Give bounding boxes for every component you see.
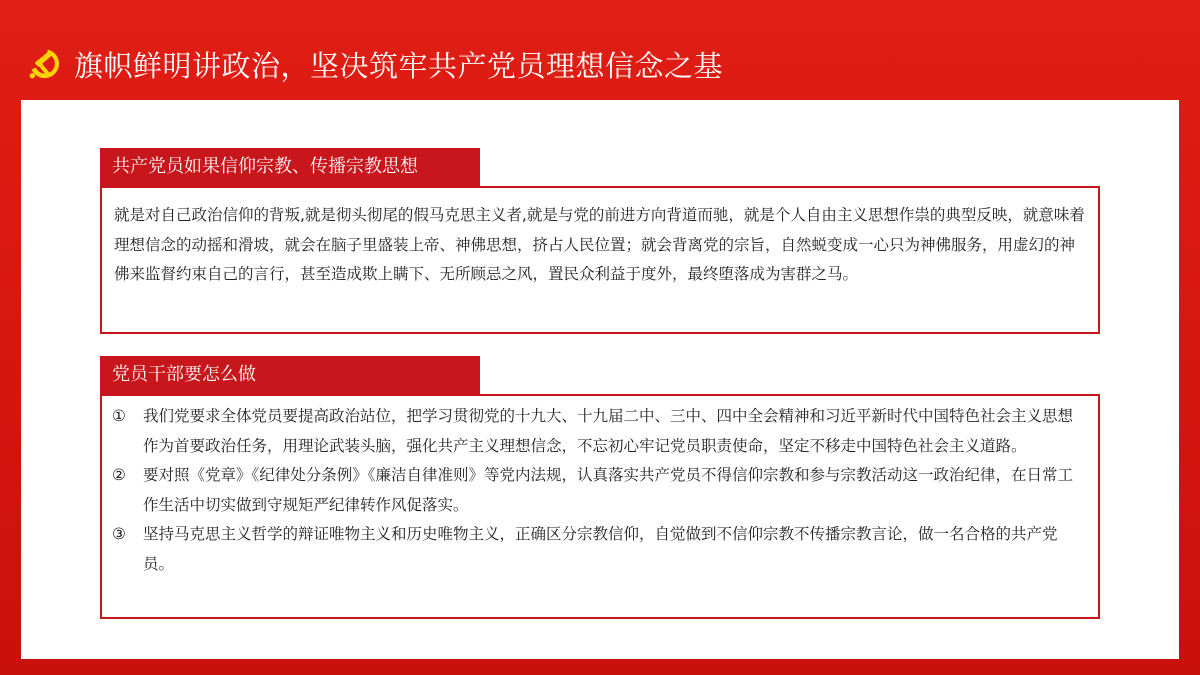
item-text: 我们党要求全体党员要提高政治站位，把学习贯彻党的十九大、十九届二中、三中、四中全会精神和习近平新时代中国特色社会主义思想作为首要政治任务，用理论武装头脑，强化共产主义理想信念，不忘初心牢记党员职责使命，坚定不移走中国特色社会主义道路。: [143, 407, 1074, 455]
item-number: ①: [112, 407, 126, 425]
item-number: ③: [112, 525, 126, 543]
item-text: 要对照《党章》《纪律处分条例》《廉洁自律准则》等党内法规，认真落实共产党员不得信仰宗教和参与宗教活动这一政治纪律，在日常工作生活中切实做到守规矩严纪律转作风促落实。: [143, 466, 1074, 514]
item-text: 坚持马克思主义哲学的辩证唯物主义和历史唯物主义，正确区分宗教信仰，自觉做到不信仰宗教不传播宗教言论，做一名合格的共产党员。: [143, 525, 1058, 573]
page-title: 旗帜鲜明讲政治，坚决筑牢共产党员理想信念之基: [74, 49, 724, 83]
hammer-sickle-icon: [26, 46, 62, 82]
section-tab-label: 党员干部要怎么做: [100, 356, 480, 394]
list-item: [112, 520, 1084, 579]
list-item: [112, 402, 1084, 461]
content-panel: [21, 100, 1179, 659]
section-body-text: 就是对自己政治信仰的背叛,就是彻头彻尾的假马克思主义者,就是与党的前进方向背道而驰，就是个人自由主义思想作祟的典型反映，就意味着理想信念的动摇和滑坡，就会在脑子里盛装上帝、神佛思想，挤占人民位置；就会背离党的宗旨，自然蜕变成一心只为神佛服务，用虚幻的神佛来监督约束自己的言行，甚至造成欺上瞒下、无所顾忌之风，置民众利益于度外，最终堕落成为害群之马。: [114, 206, 1085, 283]
section-tab-label: 共产党员如果信仰宗教、传播宗教思想: [100, 148, 480, 186]
item-number: ②: [112, 466, 126, 484]
section-box: [100, 186, 1100, 334]
list-item: [112, 461, 1084, 520]
section-box: [100, 394, 1100, 619]
title-bar: [0, 0, 1200, 100]
